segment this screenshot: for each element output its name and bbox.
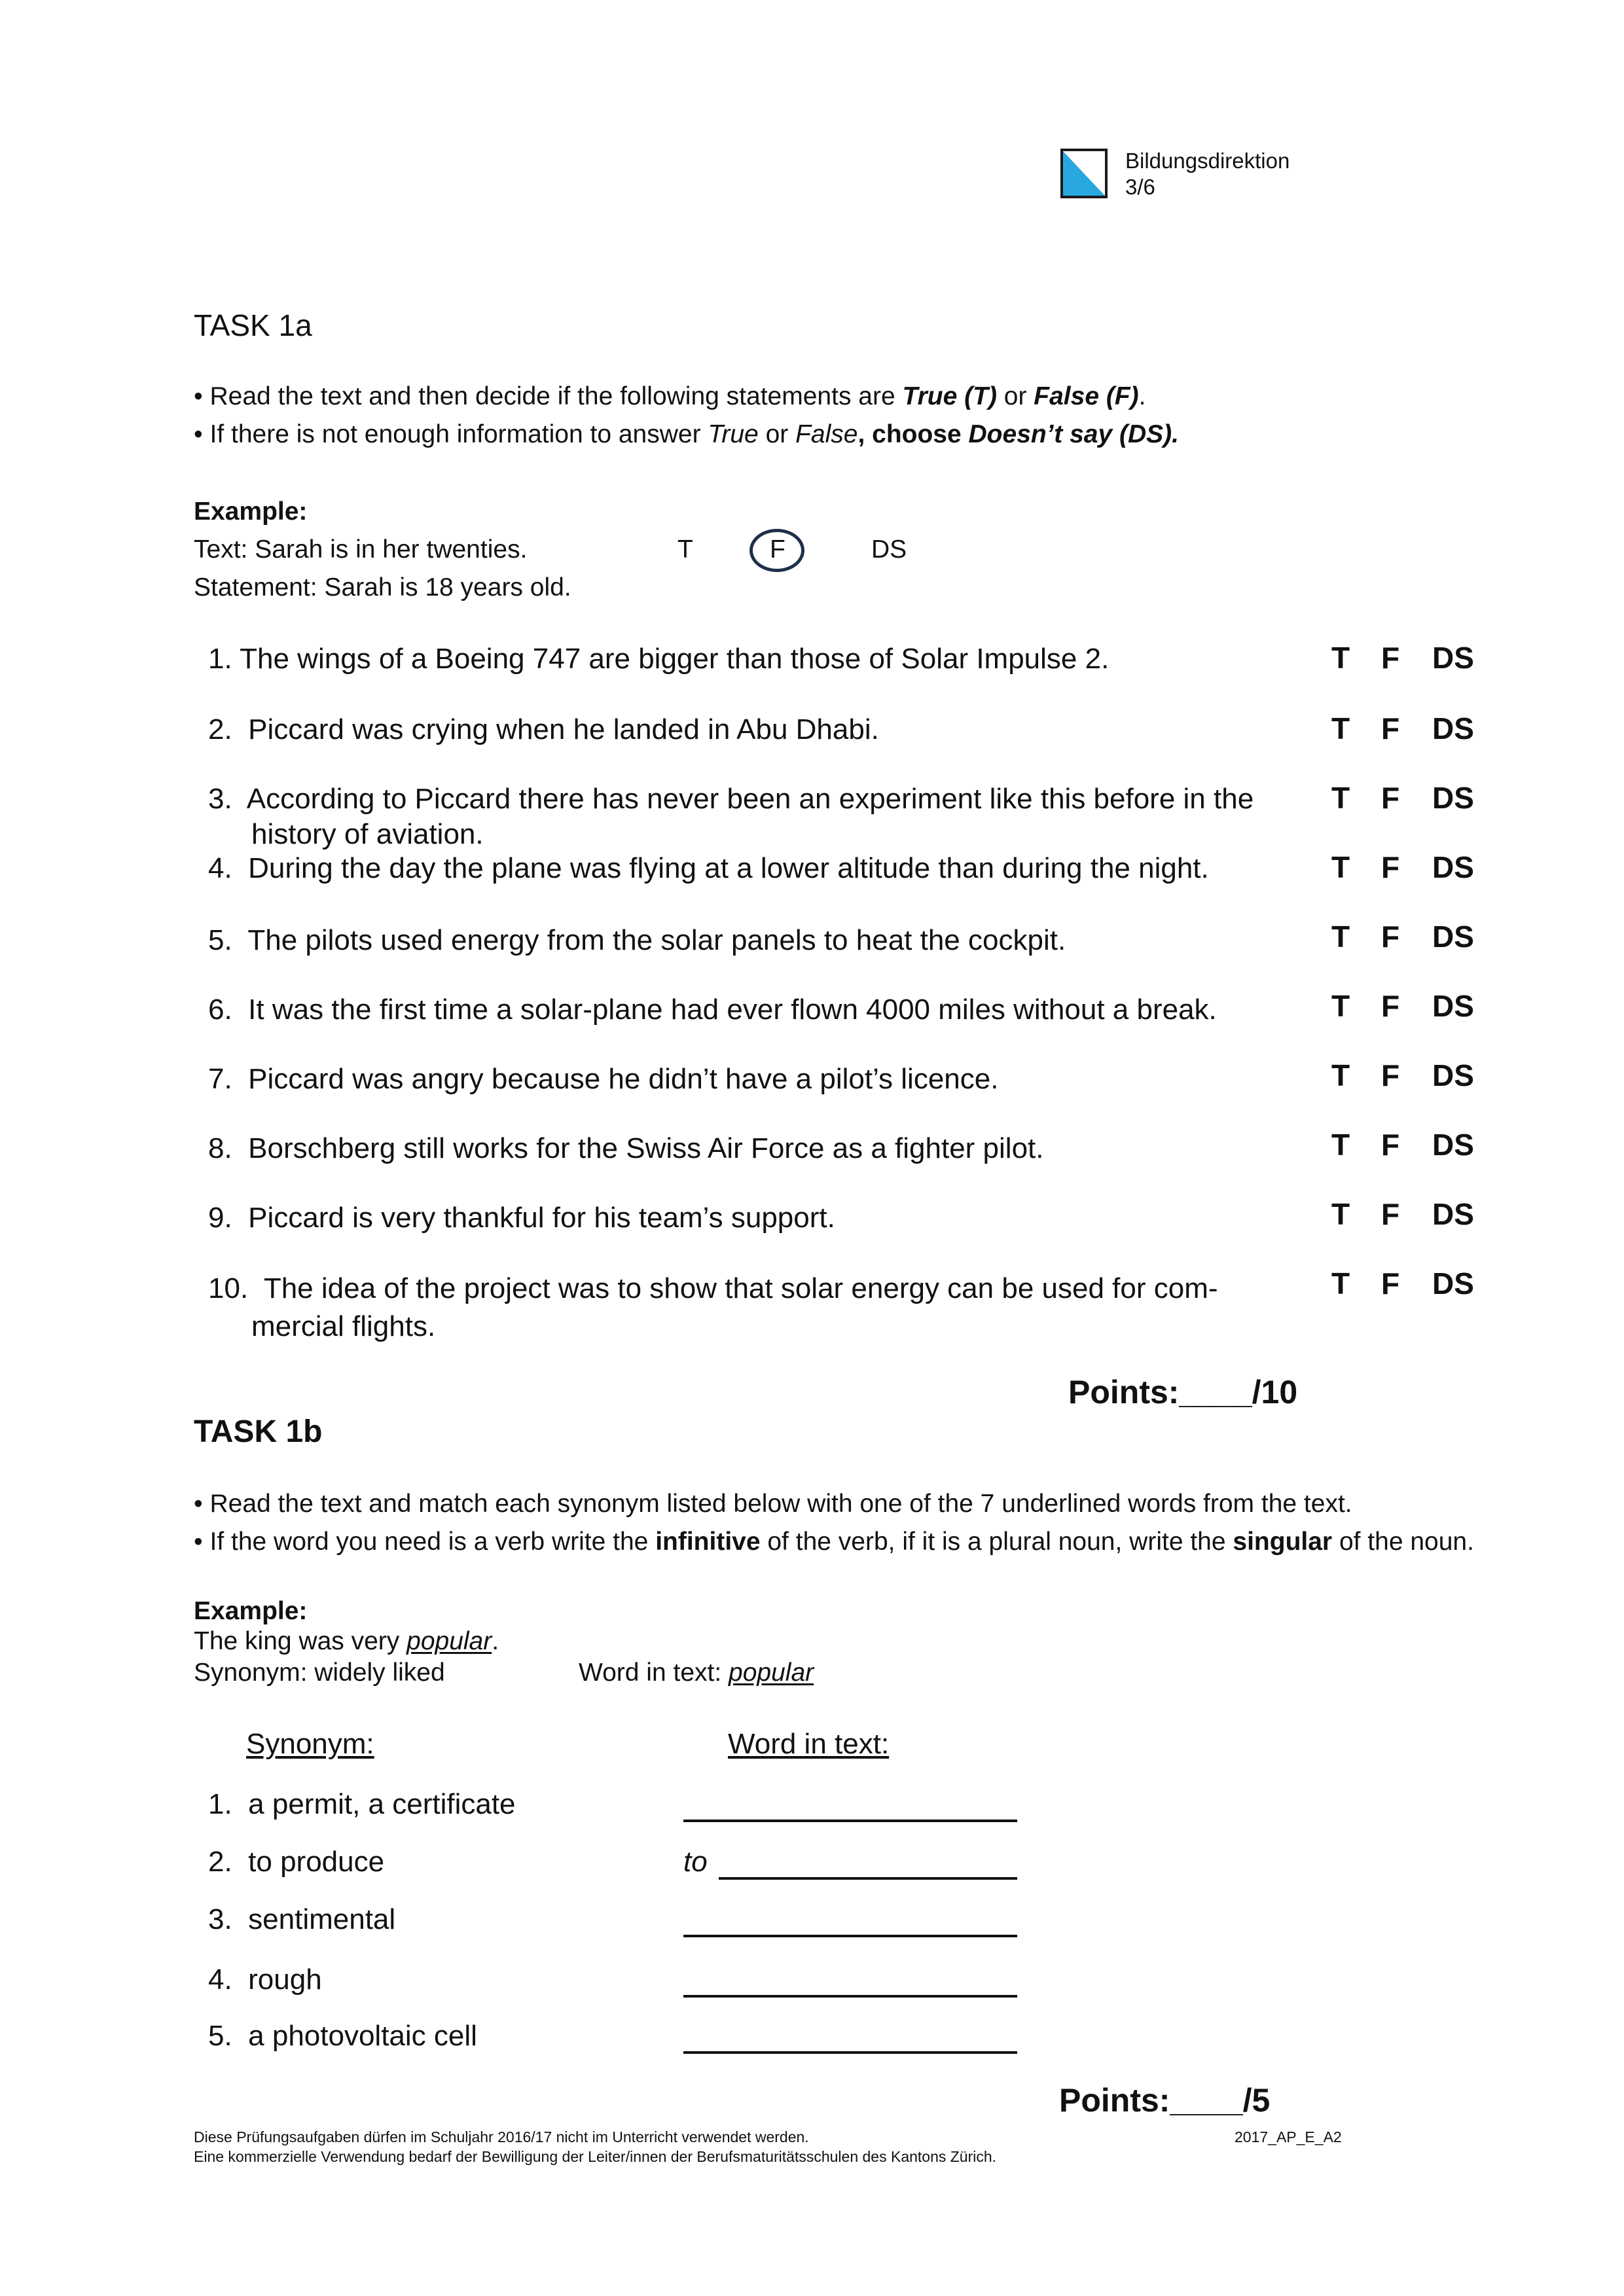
task1a-example-option-t: T: [677, 535, 693, 564]
option-ds[interactable]: DS: [1432, 920, 1474, 954]
option-ds[interactable]: DS: [1432, 1266, 1474, 1300]
option-ds[interactable]: DS: [1432, 1197, 1474, 1231]
page-number: 3/6: [1125, 175, 1155, 199]
option-t[interactable]: T: [1331, 711, 1350, 745]
task1b-example-word: Word in text: popular: [579, 1659, 814, 1687]
option-f[interactable]: F: [1381, 920, 1400, 954]
footer-line-2: Eine kommerzielle Verwendung bedarf der Bewilligung der Leiter/innen der Berufsmaturitätsschulen des Kantons Zürich.: [194, 2148, 997, 2165]
task1a-example-label: Example:: [194, 497, 308, 526]
task1a-instruction-1: • Read the text and then decide if the following statements are True (T) or False (F).: [194, 382, 1146, 410]
answer-prefix-to: to: [683, 1846, 708, 1878]
option-t[interactable]: T: [1331, 1197, 1350, 1231]
option-f[interactable]: F: [1381, 1128, 1400, 1162]
task1b-instruction-2: • If the word you need is a verb write the infinitive of the verb, if it is a plural noun, write the singular of the noun.: [194, 1528, 1474, 1556]
option-f[interactable]: F: [1381, 1197, 1400, 1231]
column-header-word-in-text: Word in text:: [728, 1728, 890, 1760]
option-t[interactable]: T: [1331, 989, 1350, 1023]
statement-10: 10. The idea of the project was to show that solar energy can be used for com-: [208, 1272, 1218, 1304]
task1a-example-text: Text: Sarah is in her twenties.: [194, 535, 528, 564]
option-t[interactable]: T: [1331, 1058, 1350, 1092]
option-f[interactable]: F: [1381, 641, 1400, 675]
option-ds[interactable]: DS: [1432, 989, 1474, 1023]
option-f[interactable]: F: [1381, 711, 1400, 745]
option-f[interactable]: F: [1381, 781, 1400, 815]
option-f[interactable]: F: [1381, 989, 1400, 1023]
statement-3-continued: history of aviation.: [251, 818, 484, 850]
statement-8: 8. Borschberg still works for the Swiss Air Force as a fighter pilot.: [208, 1132, 1044, 1164]
task1b-example-sentence: The king was very popular.: [194, 1627, 499, 1655]
option-f[interactable]: F: [1381, 1266, 1400, 1300]
task1a-example-option-ds: DS: [871, 535, 907, 564]
task1a-title: TASK 1a: [194, 308, 312, 342]
statement-2: 2. Piccard was crying when he landed in Abu Dhabi.: [208, 713, 879, 745]
statement-7: 7. Piccard was angry because he didn’t have a pilot’s licence.: [208, 1063, 999, 1095]
option-f[interactable]: F: [1381, 850, 1400, 884]
task1b-points: Points:____/5: [1059, 2082, 1271, 2119]
statement-9: 9. Piccard is very thankful for his team’s support.: [208, 1202, 835, 1234]
option-t[interactable]: T: [1331, 641, 1350, 675]
option-t[interactable]: T: [1331, 920, 1350, 954]
option-ds[interactable]: DS: [1432, 850, 1474, 884]
synonym-item-3: 3. sentimental: [208, 1903, 396, 1935]
option-ds[interactable]: DS: [1432, 781, 1474, 815]
answer-blank-1[interactable]: [683, 1820, 1017, 1822]
synonym-item-1: 1. a permit, a certificate: [208, 1788, 516, 1820]
option-t[interactable]: T: [1331, 850, 1350, 884]
task1b-instruction-1: • Read the text and match each synonym listed below with one of the 7 underlined words from the text.: [194, 1490, 1352, 1518]
answer-blank-3[interactable]: [683, 1935, 1017, 1937]
synonym-item-5: 5. a photovoltaic cell: [208, 2020, 477, 2052]
option-ds[interactable]: DS: [1432, 1058, 1474, 1092]
task1b-example-synonym: Synonym: widely liked: [194, 1659, 445, 1687]
task1a-points: Points:____/10: [1068, 1374, 1298, 1410]
option-t[interactable]: T: [1331, 1266, 1350, 1300]
statement-5: 5. The pilots used energy from the solar panels to heat the cockpit.: [208, 924, 1066, 956]
footer-doc-code: 2017_AP_E_A2: [1235, 2128, 1342, 2145]
option-ds[interactable]: DS: [1432, 711, 1474, 745]
footer-line-1: Diese Prüfungsaufgaben dürfen im Schuljahr 2016/17 nicht im Unterricht verwendet werden.: [194, 2128, 809, 2145]
answer-blank-5[interactable]: [683, 2051, 1017, 2054]
synonym-item-2: 2. to produce: [208, 1846, 385, 1878]
statement-1: 1. The wings of a Boeing 747 are bigger than those of Solar Impulse 2.: [208, 643, 1110, 675]
option-f[interactable]: F: [1381, 1058, 1400, 1092]
task1a-example-option-f: F: [770, 535, 785, 564]
option-ds[interactable]: DS: [1432, 1128, 1474, 1162]
statement-10-continued: mercial flights.: [251, 1310, 436, 1342]
task1a-example-statement: Statement: Sarah is 18 years old.: [194, 573, 571, 601]
task1b-title: TASK 1b: [194, 1414, 323, 1449]
statement-6: 6. It was the first time a solar-plane had ever flown 4000 miles without a break.: [208, 994, 1217, 1026]
statement-3: 3. According to Piccard there has never been an experiment like this before in the: [208, 783, 1254, 815]
option-t[interactable]: T: [1331, 1128, 1350, 1162]
column-header-synonym: Synonym:: [246, 1728, 374, 1760]
answer-blank-4[interactable]: [683, 1995, 1017, 1998]
answer-blank-2[interactable]: [719, 1877, 1017, 1880]
statement-4: 4. During the day the plane was flying at a lower altitude than during the night.: [208, 852, 1209, 884]
option-t[interactable]: T: [1331, 781, 1350, 815]
task1a-instruction-2: • If there is not enough information to answer True or False, choose Doesn’t say (DS).: [194, 420, 1179, 448]
option-ds[interactable]: DS: [1432, 641, 1474, 675]
canton-logo: [1060, 149, 1108, 198]
org-name: Bildungsdirektion: [1125, 149, 1290, 173]
synonym-item-4: 4. rough: [208, 1964, 322, 1996]
task1b-example-label: Example:: [194, 1597, 308, 1625]
